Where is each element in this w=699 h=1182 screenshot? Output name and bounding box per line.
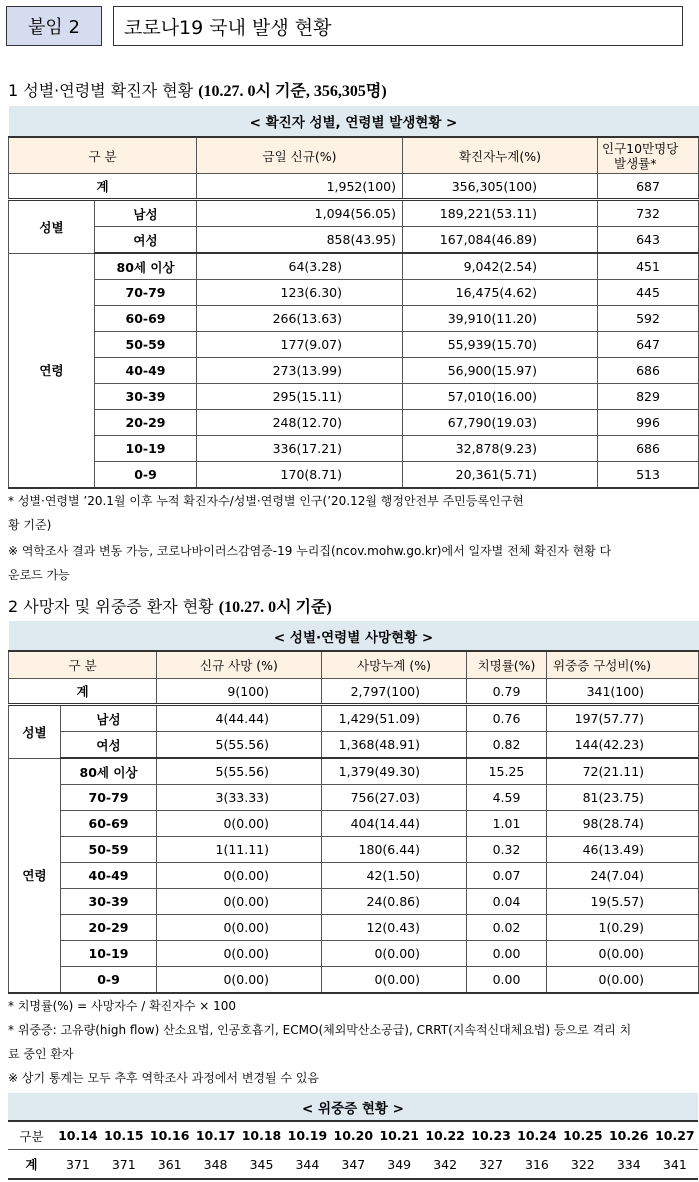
table2-row-label: 남성	[61, 705, 157, 732]
note-text: * 위중증: 고유량(high flow) 산소요법, 인공호흡기, ECMO(체외막산소공급), CRRT(지속적신대체요법) 등으로 격리 치	[8, 1023, 632, 1037]
table2-cum: 404(14.44)	[322, 811, 467, 837]
table2-age-row	[9, 863, 699, 889]
table2-new: 4(44.44)	[157, 705, 322, 732]
table1-new: 1,094(56.05)	[197, 200, 403, 227]
table1-new: 336(17.21)	[197, 436, 403, 462]
table1-new: 248(12.70)	[197, 410, 403, 436]
table3-value: 345	[239, 1150, 285, 1180]
table3-row-header: 구분	[8, 1121, 55, 1150]
table2-row-label: 30-39	[61, 889, 157, 915]
table2-header-new: 신규 사망 (%)	[157, 651, 322, 679]
table2-new: 0(0.00)	[157, 915, 322, 941]
table3-date: 10.17	[193, 1121, 239, 1150]
note-text: 료 중인 환자	[8, 1047, 74, 1061]
table2-new: 1(11.11)	[157, 837, 322, 863]
table1-cum: 57,010(16.00)	[403, 384, 598, 410]
table3-value: 348	[193, 1150, 239, 1180]
table1-total-row	[9, 174, 699, 200]
table2-total-new: 9(100)	[157, 679, 322, 705]
table1-age-row	[9, 253, 699, 280]
table2-new: 0(0.00)	[157, 889, 322, 915]
section1-title-text: 1 성별·연령별 확진자 현황	[8, 81, 194, 100]
table1-age-row	[9, 332, 699, 358]
table2-row-label: 10-19	[61, 941, 157, 967]
table2-caption: < 성별·연령별 사망현황 >	[9, 621, 699, 651]
table1-new: 273(13.99)	[197, 358, 403, 384]
attachment-badge-label: 붙임 2	[28, 17, 80, 38]
table3-value: 371	[101, 1150, 147, 1180]
table2-cfr: 0.07	[467, 863, 547, 889]
table3-value: 371	[55, 1150, 101, 1180]
table2-total-cfr: 0.79	[467, 679, 547, 705]
page-title	[113, 6, 683, 46]
table1-age-row	[9, 384, 699, 410]
table2-row-label: 50-59	[61, 837, 157, 863]
table1-new: 177(9.07)	[197, 332, 403, 358]
table2-total-severe: 341(100)	[547, 679, 699, 705]
table3-value: 341	[652, 1150, 698, 1180]
table3-date: 10.25	[560, 1121, 606, 1150]
table2-row-label: 20-29	[61, 915, 157, 941]
table2-sex-label: 성별	[9, 705, 61, 759]
table1-row-label: 30-39	[95, 384, 197, 410]
table1-rate: 513	[598, 462, 699, 489]
table2-row-label: 60-69	[61, 811, 157, 837]
table1-age-row	[9, 280, 699, 306]
table2-header-cum: 사망누계 (%)	[322, 651, 467, 679]
table2-new: 0(0.00)	[157, 967, 322, 994]
table2-row-label: 여성	[61, 732, 157, 759]
table1-age-label: 연령	[9, 253, 95, 488]
table1-row-label: 70-79	[95, 280, 197, 306]
table1-rate: 643	[598, 227, 699, 254]
table3-date: 10.16	[147, 1121, 193, 1150]
table2-cfr: 0.32	[467, 837, 547, 863]
table1-cum: 20,361(5.71)	[403, 462, 598, 489]
table1-new: 170(8.71)	[197, 462, 403, 489]
severe-cases-table	[8, 1093, 698, 1180]
section2-title-text: 2 사망자 및 위중증 환자 현황	[8, 597, 214, 616]
table2-total-label: 계	[9, 679, 157, 705]
table1-cum: 56,900(15.97)	[403, 358, 598, 384]
table2-cfr: 0.04	[467, 889, 547, 915]
table1-row-label: 20-29	[95, 410, 197, 436]
table2-cfr: 1.01	[467, 811, 547, 837]
table1-row-label: 10-19	[95, 436, 197, 462]
table2-header-category: 구 분	[9, 651, 157, 679]
table3-date-row	[8, 1121, 698, 1150]
table2-row-label: 40-49	[61, 863, 157, 889]
table3-date: 10.19	[284, 1121, 330, 1150]
note-text: 황 기준)	[8, 518, 52, 532]
table2-age-row	[9, 811, 699, 837]
table1-cum: 55,939(15.70)	[403, 332, 598, 358]
table2-total-row	[9, 679, 699, 705]
table2-cfr: 0.00	[467, 967, 547, 994]
table3-row-label: 계	[8, 1150, 55, 1180]
table2-new: 5(55.56)	[157, 732, 322, 759]
table3-value: 342	[422, 1150, 468, 1180]
table1-age-row	[9, 306, 699, 332]
section1-title	[8, 78, 387, 101]
table2-age-row	[9, 758, 699, 785]
table1-cum: 16,475(4.62)	[403, 280, 598, 306]
note-text: * 성별·연령별 ’20.1월 이후 누적 확진자수/성별·연령별 인구(’20.12월 행정안전부 주민등록인구현	[8, 494, 524, 508]
table2-age-row	[9, 837, 699, 863]
table1-cum: 32,878(9.23)	[403, 436, 598, 462]
table2-header-row	[9, 651, 699, 679]
table3-date: 10.18	[239, 1121, 285, 1150]
table3-date: 10.27	[652, 1121, 698, 1150]
table1-rate: 732	[598, 200, 699, 227]
table3-date: 10.20	[330, 1121, 376, 1150]
table1-age-row	[9, 462, 699, 489]
table2-age-label: 연령	[9, 758, 61, 993]
table2-severe: 19(5.57)	[547, 889, 699, 915]
table1-new: 123(6.30)	[197, 280, 403, 306]
table2-header-severe: 위중증 구성비(%)	[547, 651, 699, 679]
table2-row-label: 80세 이상	[61, 758, 157, 785]
table1-rate: 592	[598, 306, 699, 332]
table1-row-label: 남성	[95, 200, 197, 227]
table1-sex-label: 성별	[9, 200, 95, 254]
table1-row-male	[9, 200, 699, 227]
table1-rate: 445	[598, 280, 699, 306]
table2-age-row	[9, 941, 699, 967]
table2-cfr: 0.82	[467, 732, 547, 759]
table2-cum: 0(0.00)	[322, 967, 467, 994]
table1-row-female	[9, 227, 699, 254]
section2-title	[8, 594, 332, 617]
table2-cum: 180(6.44)	[322, 837, 467, 863]
table2-cum: 42(1.50)	[322, 863, 467, 889]
table2-total-cum: 2,797(100)	[322, 679, 467, 705]
table2-new: 0(0.00)	[157, 941, 322, 967]
table2-new: 3(33.33)	[157, 785, 322, 811]
table3-caption: < 위중증 현황 >	[8, 1093, 698, 1121]
table1-row-label: 40-49	[95, 358, 197, 384]
table2-cfr: 0.00	[467, 941, 547, 967]
table2-age-row	[9, 915, 699, 941]
table1-rate: 996	[598, 410, 699, 436]
note-text: ※ 상기 통계는 모두 추후 역학조사 과정에서 변경될 수 있음	[8, 1071, 320, 1085]
table2-severe: 0(0.00)	[547, 941, 699, 967]
table1-age-row	[9, 358, 699, 384]
table2-new: 0(0.00)	[157, 863, 322, 889]
table2-cum: 1,429(51.09)	[322, 705, 467, 732]
table1-header-rate-line2: 발생률*	[614, 155, 657, 171]
table1-header-row	[9, 137, 699, 174]
table1-total-label: 계	[9, 174, 197, 200]
table3-date: 10.15	[101, 1121, 147, 1150]
table1-row-label: 0-9	[95, 462, 197, 489]
table2-cum: 24(0.86)	[322, 889, 467, 915]
table2-cfr: 0.76	[467, 705, 547, 732]
table1-header-new: 금일 신규(%)	[197, 137, 403, 174]
table1-row-label: 여성	[95, 227, 197, 254]
table3-date: 10.23	[468, 1121, 514, 1150]
note-text: ※ 역학조사 결과 변동 가능, 코로나바이러스감염증-19 누리집(ncov.mohw.go.kr)에서 일자별 전체 확진자 현황 다	[8, 544, 612, 558]
table1-new: 64(3.28)	[197, 253, 403, 280]
table3-value: 316	[514, 1150, 560, 1180]
table3-date: 10.22	[422, 1121, 468, 1150]
table1-total-cum: 356,305(100)	[403, 174, 598, 200]
table3-value: 361	[147, 1150, 193, 1180]
table2-severe: 81(23.75)	[547, 785, 699, 811]
table2-new: 5(55.56)	[157, 758, 322, 785]
table2-severe: 72(21.11)	[547, 758, 699, 785]
table2-age-row	[9, 967, 699, 994]
table3-value: 344	[284, 1150, 330, 1180]
table2-age-row	[9, 785, 699, 811]
table2-row-male	[9, 705, 699, 732]
table1-new: 858(43.95)	[197, 227, 403, 254]
table2-age-row	[9, 889, 699, 915]
table1-rate: 647	[598, 332, 699, 358]
table1-header-category: 구 분	[9, 137, 197, 174]
table1-row-label: 80세 이상	[95, 253, 197, 280]
table2-severe: 46(13.49)	[547, 837, 699, 863]
table3-value: 347	[330, 1150, 376, 1180]
table2-row-female	[9, 732, 699, 759]
table1-new: 266(13.63)	[197, 306, 403, 332]
table1-age-row	[9, 436, 699, 462]
table2-cfr: 0.02	[467, 915, 547, 941]
table1-rate: 686	[598, 436, 699, 462]
table2-severe: 98(28.74)	[547, 811, 699, 837]
table1-cum: 167,084(46.89)	[403, 227, 598, 254]
note-text: 운로드 가능	[8, 568, 70, 582]
page-title-text: 코로나19 국내 발생 현황	[124, 16, 332, 39]
table1-new: 295(15.11)	[197, 384, 403, 410]
table2-cum: 12(0.43)	[322, 915, 467, 941]
table3-value: 322	[560, 1150, 606, 1180]
table3-value: 334	[606, 1150, 652, 1180]
deaths-table	[8, 621, 699, 994]
table1-header-cumulative: 확진자누계(%)	[403, 137, 598, 174]
table1-cum: 67,790(19.03)	[403, 410, 598, 436]
table3-date: 10.21	[376, 1121, 422, 1150]
table2-severe: 197(57.77)	[547, 705, 699, 732]
table2-caption-row	[9, 621, 699, 651]
table1-cum: 189,221(53.11)	[403, 200, 598, 227]
table2-severe: 144(42.23)	[547, 732, 699, 759]
table1-rate: 829	[598, 384, 699, 410]
table2-cfr: 4.59	[467, 785, 547, 811]
table2-header-cfr: 치명률(%)	[467, 651, 547, 679]
table1-rate: 451	[598, 253, 699, 280]
section1-title-date: (10.27. 0시 기준, 356,305명)	[198, 83, 387, 100]
table2-cum: 756(27.03)	[322, 785, 467, 811]
section2-title-date: (10.27. 0시 기준)	[218, 599, 332, 616]
table2-row-label: 70-79	[61, 785, 157, 811]
table1-cum: 39,910(11.20)	[403, 306, 598, 332]
table3-value-row	[8, 1150, 698, 1180]
table1-caption: < 확진자 성별, 연령별 발생현황 >	[9, 106, 699, 137]
table2-new: 0(0.00)	[157, 811, 322, 837]
table1-caption-row	[9, 106, 699, 137]
table1-rate: 686	[598, 358, 699, 384]
table2-severe: 24(7.04)	[547, 863, 699, 889]
table3-date: 10.26	[606, 1121, 652, 1150]
table2-cum: 0(0.00)	[322, 941, 467, 967]
note-text: * 치명률(%) = 사망자수 / 확진자수 × 100	[8, 999, 237, 1013]
table3-date: 10.14	[55, 1121, 101, 1150]
table3-caption-row	[8, 1093, 698, 1121]
attachment-badge	[6, 6, 102, 46]
table2-row-label: 0-9	[61, 967, 157, 994]
table1-total-new: 1,952(100)	[197, 174, 403, 200]
table2-cum: 1,379(49.30)	[322, 758, 467, 785]
table1-header-rate	[598, 137, 699, 174]
table3-value: 327	[468, 1150, 514, 1180]
table3-date: 10.24	[514, 1121, 560, 1150]
table2-severe: 1(0.29)	[547, 915, 699, 941]
table2-cum: 1,368(48.91)	[322, 732, 467, 759]
table3-value: 349	[376, 1150, 422, 1180]
table1-age-row	[9, 410, 699, 436]
table1-row-label: 50-59	[95, 332, 197, 358]
table1-cum: 9,042(2.54)	[403, 253, 598, 280]
confirmed-cases-table	[8, 106, 699, 489]
table2-severe: 0(0.00)	[547, 967, 699, 994]
table2-cfr: 15.25	[467, 758, 547, 785]
table1-total-rate: 687	[598, 174, 699, 200]
table1-row-label: 60-69	[95, 306, 197, 332]
table1-header-rate-line1: 인구10만명당	[602, 140, 679, 156]
